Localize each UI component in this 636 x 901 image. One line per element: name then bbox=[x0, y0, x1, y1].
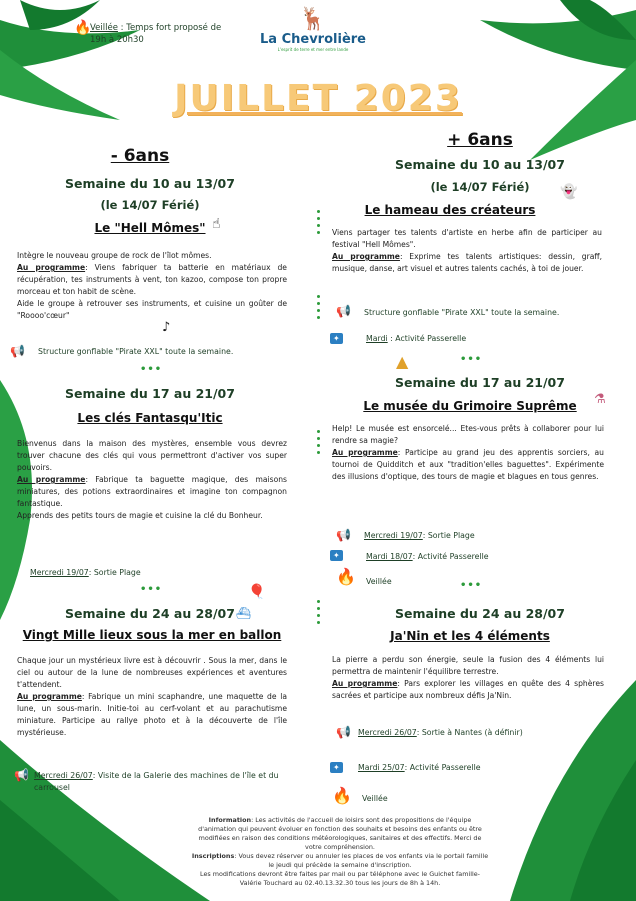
right-week2-theme: Le musée du Grimoire Suprême bbox=[363, 399, 577, 413]
right-week2-act2-text: : Activité Passerelle bbox=[412, 552, 489, 561]
left-week1-ferie: (le 14/07 Férié) bbox=[100, 198, 200, 212]
footer-info bbox=[190, 816, 490, 888]
campfire-icon: 🔥 bbox=[336, 567, 356, 586]
right-week1-prog-label: Au programme bbox=[332, 252, 400, 261]
column-divider bbox=[317, 430, 320, 458]
inscriptions-label: Inscriptions bbox=[191, 852, 235, 860]
left-week1-act1: Structure gonflable "Pirate XXL" toute la semaine. bbox=[38, 347, 234, 356]
left-week2-act1 bbox=[30, 568, 141, 577]
right-separator-1: ••• bbox=[460, 354, 483, 365]
left-week1-intro: Intègre le nouveau groupe de rock de l'îlot mômes. bbox=[17, 251, 212, 260]
right-week1-act2-text: : Activité Passerelle bbox=[387, 334, 467, 343]
palm-leaf-bottom-right bbox=[470, 680, 636, 901]
left-week2: Semaine du 17 au 21/07 bbox=[65, 386, 235, 401]
left-week1-theme: Le "Hell Mômes" bbox=[94, 221, 206, 235]
logo bbox=[258, 8, 368, 52]
column-divider bbox=[317, 600, 320, 628]
veillee-text: : Temps fort proposé de 19h à 20h30 bbox=[90, 23, 222, 45]
right-week3-theme: Ja'Nin et les 4 éléments bbox=[390, 629, 550, 643]
left-separator-2: ••• bbox=[140, 584, 163, 595]
right-week3-act2-label: Mardi 25/07 bbox=[358, 763, 405, 772]
right-week3-intro: La pierre a perdu son énergie, seule la fusion des 4 éléments lui permettra de maintenir l'équilibre terrestre. bbox=[332, 655, 604, 676]
left-separator-1: ••• bbox=[140, 364, 163, 375]
right-week2-act1 bbox=[364, 531, 475, 540]
ghost-icon: 👻 bbox=[560, 184, 578, 200]
right-week2-act1-label: Mercredi 19/07 bbox=[364, 531, 423, 540]
column-divider bbox=[317, 210, 320, 238]
right-week2-act2-label: Mardi 18/07 bbox=[366, 552, 413, 561]
right-week3-act1-label: Mercredi 26/07 bbox=[358, 728, 417, 737]
hand-icon: ☝ bbox=[212, 216, 221, 232]
music-note-icon: ♪ bbox=[162, 320, 171, 335]
left-week1-prog-label: Au programme bbox=[17, 263, 86, 272]
column-divider bbox=[317, 295, 320, 323]
right-week2: Semaine du 17 au 21/07 bbox=[395, 375, 565, 390]
left-week2-body bbox=[17, 438, 287, 522]
right-separator-2: ••• bbox=[460, 580, 483, 591]
logo-tagline: L'esprit de terre et mer entre lande bbox=[277, 47, 349, 52]
left-week3-intro: Chaque jour un mystérieux livre est à découvrir . Sous la mer, dans le ciel ou autour de la lune de nombreuses expériences et aventures t'attendent. bbox=[17, 656, 287, 689]
potion-icon: ⚗ bbox=[594, 392, 606, 407]
right-week1-intro: Viens partager tes talents d'artiste en herbe afin de participer au festival "Hell Mômes". bbox=[332, 228, 602, 249]
inscriptions-text: : Vous devez réserver ou annuler les places de vos enfants via le portail famille le jeudi qui précède la semaine d'inscription. bbox=[234, 852, 489, 869]
passerelle-badge-icon: ✦ bbox=[330, 333, 343, 344]
submarine-icon: ⛴ bbox=[236, 606, 252, 620]
campfire-icon: 🔥 bbox=[74, 20, 92, 36]
page-title: JUILLET 2023 bbox=[174, 78, 462, 119]
right-week2-prog-label: Au programme bbox=[332, 448, 398, 457]
left-week2-act1-text: : Sortie Plage bbox=[88, 568, 141, 577]
deer-logo-icon: 🦌 bbox=[299, 7, 327, 32]
left-week3-theme: Vingt Mille lieux sous la mer en ballon bbox=[22, 628, 282, 642]
right-week1-body bbox=[332, 227, 602, 275]
right-week3-body bbox=[332, 654, 604, 702]
right-week1-ferie: (le 14/07 Férié) bbox=[430, 180, 530, 194]
megaphone-icon: 📢 bbox=[10, 344, 25, 358]
megaphone-icon: 📢 bbox=[14, 768, 29, 782]
left-week3-act1-label: Mercredi 26/07 bbox=[34, 771, 93, 780]
megaphone-icon: 📢 bbox=[336, 304, 351, 318]
right-week3-act3: Veillée bbox=[362, 794, 388, 803]
left-week2-act1-label: Mercredi 19/07 bbox=[30, 568, 89, 577]
left-week1: Semaine du 10 au 13/07 bbox=[65, 176, 235, 191]
right-age-heading: + 6ans bbox=[447, 130, 513, 150]
right-week3-prog: : Pars explorer les villages en quête des 4 sphères sacrées et participe aux nombreux défis Ja'Nin. bbox=[332, 679, 605, 700]
right-week3-act2 bbox=[358, 763, 481, 772]
right-week2-act3: Veillée bbox=[366, 577, 392, 586]
right-week3-act1 bbox=[358, 728, 523, 737]
right-week2-body bbox=[332, 423, 604, 483]
veillee-legend bbox=[74, 20, 230, 46]
right-week2-act2 bbox=[366, 552, 489, 561]
right-week3-act2-text: : Activité Passerelle bbox=[404, 763, 481, 772]
right-week2-act1-text: : Sortie Plage bbox=[422, 531, 475, 540]
right-week1: Semaine du 10 au 13/07 bbox=[395, 157, 565, 172]
witch-hat-icon: ▲ bbox=[396, 352, 409, 371]
left-week2-prog: : Fabrique ta baguette magique, des maisons miniatures, des potions extraordinaires et imagine ton compagnon fantastique. bbox=[17, 475, 287, 508]
left-week3-body bbox=[17, 655, 287, 739]
left-week2-extra: Apprends des petits tours de magie et cuisine la clé du Bonheur. bbox=[17, 511, 263, 520]
right-week1-act1: Structure gonflable "Pirate XXL" toute la semaine. bbox=[364, 308, 560, 317]
left-week2-intro: Bienvenus dans la maison des mystères, ensemble vous devrez trouver chacune des clés qui vous permettront d'activer vos super pouvoirs. bbox=[17, 439, 287, 472]
left-week2-prog-label: Au programme bbox=[17, 475, 86, 484]
right-week2-intro: Help! Le musée est ensorcelé... Etes-vous prêts à collaborer pour lui rendre sa magie? bbox=[332, 424, 604, 445]
megaphone-icon: 📢 bbox=[336, 725, 351, 739]
left-age-heading: - 6ans bbox=[110, 146, 170, 166]
info-label: Information bbox=[208, 816, 252, 824]
right-week1-act2-label: Mardi bbox=[366, 334, 388, 343]
right-week2-prog: : Participe au grand jeu des apprentis sorciers, au tournoi de Quidditch et aux "tradition'elles baguettes". Expérimente des illusions d'optique, des tours de magie et blagues en tous genres. bbox=[332, 448, 604, 481]
left-week3-act1 bbox=[34, 770, 314, 794]
info-text: : Les activités de l'accueil de loisirs sont des propositions de l'équipe d'animation qui peuvent évoluer en fonction des souhaits et besoins des enfants ou être modifiées en raison des conditions météorologiques, sanitaires et des effectifs. Merci de votre compréhension. bbox=[198, 816, 482, 851]
left-week1-prog: : Viens fabriquer ta batterie en matériaux de récupération, tes instruments à vent, ton kazoo, compose ton propre morceau et ton habit de scène. bbox=[17, 263, 287, 296]
passerelle-badge-icon: ✦ bbox=[330, 762, 343, 773]
right-week1-act2 bbox=[366, 334, 466, 343]
right-week3-act1-text: : Sortie à Nantes (à définir) bbox=[416, 728, 523, 737]
left-week3-prog-label: Au programme bbox=[17, 692, 82, 701]
right-week1-prog: : Exprime tes talents artistiques: dessin, graff, musique, danse, art visuel et autres talents cachés, à toi de jouer. bbox=[332, 252, 602, 273]
right-week3-prog-label: Au programme bbox=[332, 679, 398, 688]
megaphone-icon: 📢 bbox=[336, 528, 351, 542]
passerelle-badge-icon: ✦ bbox=[330, 550, 343, 561]
left-week2-theme: Les clés Fantasqu'Itic bbox=[77, 411, 223, 425]
left-week1-extra: Aide le groupe à retrouver ses instruments, et cuisine un goûter de "Roooo'cœur" bbox=[17, 299, 287, 320]
campfire-icon: 🔥 bbox=[332, 786, 352, 805]
right-week1-theme: Le hameau des créateurs bbox=[364, 203, 536, 217]
veillee-label: Veillée bbox=[90, 23, 118, 33]
logo-name: La Chevrolière bbox=[260, 32, 366, 47]
balloons-icon: 🎈 bbox=[248, 584, 266, 600]
modifications-text: Les modifications devront être faites par mail ou par téléphone avec le Guichet famille-Valérie Touchard au 02.40.13.32.30 tous les jours de 8h à 14h. bbox=[200, 870, 480, 887]
left-week3-prog: : Fabrique un mini scaphandre, une maquette de la lune, un sous-marin. Initie-toi au cerf-volant et au parachutisme miniature. Participe au rallye photo et à la découverte de l'île mystérieuse. bbox=[17, 692, 287, 737]
right-week3: Semaine du 24 au 28/07 bbox=[395, 606, 565, 621]
left-week3: Semaine du 24 au 28/07 bbox=[65, 606, 235, 621]
left-week1-body bbox=[17, 250, 287, 322]
left-week3-act1-text: : Visite de la Galerie des machines de l'île et du carrousel bbox=[34, 771, 279, 792]
